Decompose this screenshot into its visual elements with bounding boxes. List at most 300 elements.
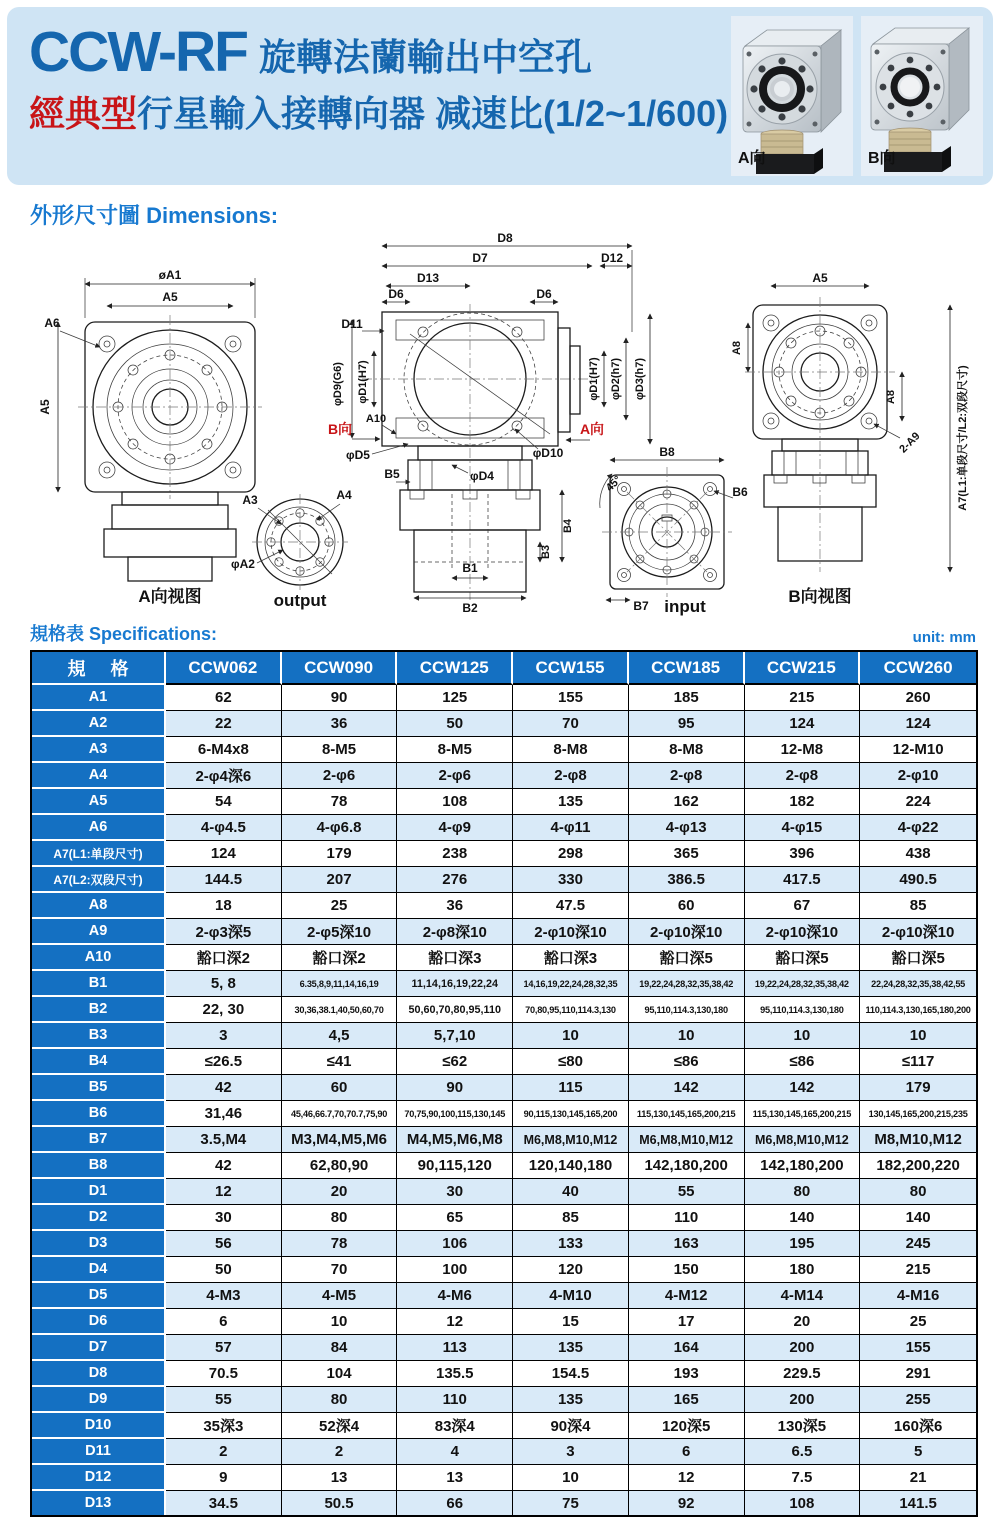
spec-cell: 70,75,90,100,115,130,145 [397, 1101, 513, 1127]
row-label: D12 [32, 1465, 166, 1491]
spec-cell: 2-φ10深10 [745, 919, 861, 945]
spec-cell: 55 [629, 1179, 745, 1205]
spec-cell: 3.5,M4 [166, 1127, 282, 1153]
spec-cell: 215 [745, 685, 861, 711]
view-input [600, 445, 748, 616]
subtitle-highlight: 經典型 [29, 93, 138, 135]
spec-cell: 6-M4x8 [166, 737, 282, 763]
spec-cell: 20 [745, 1309, 861, 1335]
spec-cell: 298 [513, 841, 629, 867]
model-name: CCW-RF [29, 20, 247, 84]
spec-cell: 142 [745, 1075, 861, 1101]
spec-cell: 20 [282, 1179, 398, 1205]
table-row [32, 867, 976, 893]
spec-cell: 40 [513, 1179, 629, 1205]
table-row [32, 1361, 976, 1387]
spec-cell: 229.5 [745, 1361, 861, 1387]
spec-cell: 3 [166, 1023, 282, 1049]
spec-cell: 108 [397, 789, 513, 815]
spec-cell: 5,7,10 [397, 1023, 513, 1049]
spec-cell: 22 [166, 711, 282, 737]
spec-cell: 438 [860, 841, 976, 867]
spec-table-title: 規格表 Specifications: [30, 624, 218, 644]
spec-cell: 47.5 [513, 893, 629, 919]
dim-label: φD1(H7) [357, 360, 369, 404]
table-row [32, 919, 976, 945]
spec-cell: 50.5 [282, 1491, 398, 1515]
spec-cell: 50 [166, 1257, 282, 1283]
spec-cell: 185 [629, 685, 745, 711]
spec-cell: 34.5 [166, 1491, 282, 1515]
spec-cell: 180 [745, 1257, 861, 1283]
dim-label: B4 [562, 518, 574, 534]
spec-cell: 62 [166, 685, 282, 711]
view-output [231, 488, 352, 610]
spec-cell: 豁口深2 [166, 945, 282, 971]
table-row [32, 945, 976, 971]
spec-cell: 163 [629, 1231, 745, 1257]
spec-cell: 豁口深5 [745, 945, 861, 971]
table-row [32, 789, 976, 815]
dim-label: B8 [659, 445, 675, 459]
b-direction-label: B向 [327, 421, 353, 437]
spec-cell: 7.5 [745, 1465, 861, 1491]
spec-cell: 291 [860, 1361, 976, 1387]
header-band [7, 7, 993, 185]
table-row [32, 685, 976, 711]
dim-label: B7 [633, 599, 649, 613]
spec-cell: 42 [166, 1075, 282, 1101]
spec-cell: 15 [513, 1309, 629, 1335]
spec-cell: 124 [860, 711, 976, 737]
row-label: D9 [32, 1387, 166, 1413]
row-label: B3 [32, 1023, 166, 1049]
spec-cell: 5 [860, 1439, 976, 1465]
spec-cell: 2-φ3深5 [166, 919, 282, 945]
spec-table-head-row [32, 652, 976, 685]
spec-cell: ≤86 [629, 1049, 745, 1075]
table-row [32, 1023, 976, 1049]
table-row [32, 1231, 976, 1257]
spec-cell: 83深4 [397, 1413, 513, 1439]
row-label: D10 [32, 1413, 166, 1439]
spec-cell: 80 [860, 1179, 976, 1205]
spec-cell: 200 [745, 1387, 861, 1413]
spec-cell: 30 [166, 1205, 282, 1231]
dim-label: B5 [384, 467, 400, 481]
spec-cell: 2-φ10深10 [629, 919, 745, 945]
spec-cell: 豁口深5 [860, 945, 976, 971]
row-label: A5 [32, 789, 166, 815]
row-label: B1 [32, 971, 166, 997]
model-col-header: CCW215 [745, 652, 861, 685]
row-label: D8 [32, 1361, 166, 1387]
dim-label: D7 [472, 251, 488, 265]
spec-cell: 215 [860, 1257, 976, 1283]
spec-cell: 10 [629, 1023, 745, 1049]
row-label: B4 [32, 1049, 166, 1075]
row-label: D7 [32, 1335, 166, 1361]
spec-cell: 95 [629, 711, 745, 737]
spec-cell: 120 [513, 1257, 629, 1283]
table-row [32, 815, 976, 841]
table-row [32, 1127, 976, 1153]
spec-cell: 108 [745, 1491, 861, 1515]
spec-table-header-row [30, 620, 976, 646]
spec-cell: 92 [629, 1491, 745, 1515]
spec-cell: 365 [629, 841, 745, 867]
row-label: D1 [32, 1179, 166, 1205]
table-row [32, 1205, 976, 1231]
spec-cell: 85 [513, 1205, 629, 1231]
spec-cell: 2-φ10深10 [860, 919, 976, 945]
spec-cell: 4-φ6.8 [282, 815, 398, 841]
dim-label: A6 [44, 316, 60, 330]
spec-cell: 25 [282, 893, 398, 919]
model-col-header: CCW090 [282, 652, 398, 685]
spec-cell: 2-φ5深10 [282, 919, 398, 945]
table-row [32, 1049, 976, 1075]
spec-cell: 4-M10 [513, 1283, 629, 1309]
table-row [32, 1075, 976, 1101]
spec-cell: 193 [629, 1361, 745, 1387]
spec-cell: 4-M6 [397, 1283, 513, 1309]
spec-cell: 130,145,165,200,215,235 [860, 1101, 976, 1127]
spec-cell: 12 [397, 1309, 513, 1335]
spec-cell: 4 [397, 1439, 513, 1465]
spec-cell: 8-M8 [629, 737, 745, 763]
spec-cell: 42 [166, 1153, 282, 1179]
a-direction-label: A向 [579, 421, 605, 437]
photo-a-label: A向 [738, 150, 766, 167]
spec-cell: 78 [282, 1231, 398, 1257]
spec-cell: 2-φ8 [745, 763, 861, 789]
spec-cell: 276 [397, 867, 513, 893]
dim-label: φD9(G6) [332, 362, 344, 406]
row-label: D11 [32, 1439, 166, 1465]
spec-cell: 8-M5 [282, 737, 398, 763]
spec-cell: ≤26.5 [166, 1049, 282, 1075]
spec-cell: 57 [166, 1335, 282, 1361]
spec-cell: 2-φ6 [397, 763, 513, 789]
row-label: A10 [32, 945, 166, 971]
spec-cell: 90深4 [513, 1413, 629, 1439]
spec-cell: 19,22,24,28,32,35,38,42 [629, 971, 745, 997]
spec-cell: 110 [629, 1205, 745, 1231]
table-row [32, 1309, 976, 1335]
spec-cell: 130深5 [745, 1413, 861, 1439]
spec-cell: 9 [166, 1465, 282, 1491]
spec-cell: 125 [397, 685, 513, 711]
dim-label: φD4 [470, 469, 494, 483]
spec-cell: 2 [282, 1439, 398, 1465]
view-b-caption: B向视图 [788, 587, 852, 606]
output-caption: output [273, 591, 327, 610]
spec-cell: 2 [166, 1439, 282, 1465]
dimensions-drawing-svg [0, 232, 1000, 618]
spec-col-header: 規 格 [32, 652, 166, 685]
spec-cell: 179 [282, 841, 398, 867]
spec-cell: 70.5 [166, 1361, 282, 1387]
product-photo-a [731, 16, 853, 176]
dim-label: 45° [603, 473, 625, 495]
spec-cell: 14,16,19,22,24,28,32,35 [513, 971, 629, 997]
dim-label: φD1(H7) [588, 357, 600, 401]
row-label: A6 [32, 815, 166, 841]
dim-label: A5 [38, 399, 52, 415]
spec-cell: 224 [860, 789, 976, 815]
spec-cell: 164 [629, 1335, 745, 1361]
view-center-section [328, 232, 650, 615]
spec-cell: 245 [860, 1231, 976, 1257]
dim-label: A8 [731, 340, 743, 356]
row-label: D6 [32, 1309, 166, 1335]
spec-cell: 238 [397, 841, 513, 867]
spec-cell: 4,5 [282, 1023, 398, 1049]
table-row [32, 1179, 976, 1205]
spec-cell: 2-φ10深10 [513, 919, 629, 945]
spec-cell: 10 [860, 1023, 976, 1049]
spec-cell: 13 [397, 1465, 513, 1491]
spec-cell: 120,140,180 [513, 1153, 629, 1179]
dim-label: A8 [885, 389, 897, 405]
spec-cell: 11,14,16,19,22,24 [397, 971, 513, 997]
spec-cell: 160深6 [860, 1413, 976, 1439]
spec-cell: 142 [629, 1075, 745, 1101]
spec-cell: 200 [745, 1335, 861, 1361]
spec-cell: 80 [282, 1387, 398, 1413]
spec-cell: 140 [860, 1205, 976, 1231]
header-titles [29, 20, 729, 135]
spec-cell: 155 [513, 685, 629, 711]
table-row [32, 997, 976, 1023]
spec-cell: ≤41 [282, 1049, 398, 1075]
row-label: D3 [32, 1231, 166, 1257]
spec-cell: 2-φ8深10 [397, 919, 513, 945]
table-row [32, 971, 976, 997]
spec-cell: 13 [282, 1465, 398, 1491]
row-label: D5 [32, 1283, 166, 1309]
spec-cell: 133 [513, 1231, 629, 1257]
spec-cell: 60 [282, 1075, 398, 1101]
spec-cell: 18 [166, 893, 282, 919]
row-label: A9 [32, 919, 166, 945]
spec-table [30, 650, 978, 1517]
spec-cell: 4-M5 [282, 1283, 398, 1309]
spec-cell: 22, 30 [166, 997, 282, 1023]
model-col-header: CCW062 [166, 652, 282, 685]
table-row [32, 1101, 976, 1127]
row-label: D2 [32, 1205, 166, 1231]
row-label: A8 [32, 893, 166, 919]
spec-cell: 95,110,114.3,130,180 [629, 997, 745, 1023]
spec-cell: 124 [745, 711, 861, 737]
dim-label: φA2 [231, 557, 255, 571]
dim-label: D6 [536, 287, 552, 301]
page-title: 旋轉法蘭輸出中空孔 [258, 37, 592, 79]
spec-cell: 6 [166, 1309, 282, 1335]
table-row [32, 1491, 976, 1515]
spec-cell: 75 [513, 1491, 629, 1515]
spec-cell: 50,60,70,80,95,110 [397, 997, 513, 1023]
view-a-front [38, 268, 262, 606]
spec-cell: 115 [513, 1075, 629, 1101]
row-label: D4 [32, 1257, 166, 1283]
spec-cell: 10 [282, 1309, 398, 1335]
table-row [32, 1387, 976, 1413]
dim-label: A5 [812, 271, 828, 285]
spec-cell: 12-M10 [860, 737, 976, 763]
row-label: D13 [32, 1491, 166, 1515]
spec-cell: ≤80 [513, 1049, 629, 1075]
table-row [32, 1283, 976, 1309]
spec-cell: 417.5 [745, 867, 861, 893]
row-label: B8 [32, 1153, 166, 1179]
spec-cell: 70 [282, 1257, 398, 1283]
spec-cell: 4-φ11 [513, 815, 629, 841]
spec-cell: 113 [397, 1335, 513, 1361]
row-label: B5 [32, 1075, 166, 1101]
row-label: B7 [32, 1127, 166, 1153]
spec-cell: 155 [860, 1335, 976, 1361]
spec-cell: 54 [166, 789, 282, 815]
spec-cell: 207 [282, 867, 398, 893]
spec-cell: 5, 8 [166, 971, 282, 997]
spec-cell: 80 [282, 1205, 398, 1231]
spec-cell: 162 [629, 789, 745, 815]
dim-label: D13 [416, 271, 440, 285]
table-row [32, 1153, 976, 1179]
spec-cell: 144.5 [166, 867, 282, 893]
row-label: A1 [32, 685, 166, 711]
spec-cell: 182 [745, 789, 861, 815]
spec-cell: M3,M4,M5,M6 [282, 1127, 398, 1153]
spec-cell: 115,130,145,165,200,215 [745, 1101, 861, 1127]
table-row [32, 763, 976, 789]
table-row [32, 1413, 976, 1439]
spec-cell: 2-φ8 [513, 763, 629, 789]
spec-table-wrap [30, 650, 978, 1517]
model-col-header: CCW125 [397, 652, 513, 685]
table-row [32, 1257, 976, 1283]
spec-cell: 90,115,130,145,165,200 [513, 1101, 629, 1127]
spec-cell: 135.5 [397, 1361, 513, 1387]
spec-cell: M6,M8,M10,M12 [513, 1127, 629, 1153]
dim-label: A10 [365, 413, 387, 425]
spec-cell: 490.5 [860, 867, 976, 893]
table-row [32, 711, 976, 737]
row-label: B6 [32, 1101, 166, 1127]
spec-cell: 10 [745, 1023, 861, 1049]
spec-cell: 10 [513, 1023, 629, 1049]
spec-cell: 21 [860, 1465, 976, 1491]
spec-cell: 65 [397, 1205, 513, 1231]
spec-cell: 8-M8 [513, 737, 629, 763]
spec-cell: 36 [397, 893, 513, 919]
photo-b-label: B向 [868, 150, 896, 167]
spec-cell: 36 [282, 711, 398, 737]
spec-cell: 90 [397, 1075, 513, 1101]
spec-cell: 135 [513, 1335, 629, 1361]
spec-cell: 66 [397, 1491, 513, 1515]
spec-cell: 85 [860, 893, 976, 919]
spec-cell: 80 [745, 1179, 861, 1205]
dim-label: φD2(h7) [610, 357, 622, 401]
dimensions-section-title: 外形尺寸圖 Dimensions: [30, 203, 279, 228]
dim-label: D11 [341, 317, 363, 331]
row-label: A2 [32, 711, 166, 737]
spec-cell: 豁口深3 [513, 945, 629, 971]
input-caption: input [664, 597, 706, 616]
model-col-header: CCW155 [513, 652, 629, 685]
table-row [32, 893, 976, 919]
dim-label: A5 [162, 290, 178, 304]
dim-label: B2 [462, 601, 478, 615]
spec-cell: 25 [860, 1309, 976, 1335]
spec-cell: 260 [860, 685, 976, 711]
spec-cell: 115,130,145,165,200,215 [629, 1101, 745, 1127]
spec-cell: 140 [745, 1205, 861, 1231]
spec-cell: 45,46,66.7,70,70.7,75,90 [282, 1101, 398, 1127]
spec-cell: 120深5 [629, 1413, 745, 1439]
spec-cell: M6,M8,M10,M12 [745, 1127, 861, 1153]
model-col-header: CCW185 [629, 652, 745, 685]
spec-cell: 12-M8 [745, 737, 861, 763]
dim-label: φD10 [532, 446, 564, 460]
spec-cell: 豁口深3 [397, 945, 513, 971]
dim-label: A7(L1:单段尺寸/L2:双段尺寸) [957, 365, 969, 511]
spec-cell: ≤117 [860, 1049, 976, 1075]
spec-cell: M8,M10,M12 [860, 1127, 976, 1153]
row-label: A7(L1:单段尺寸) [32, 841, 166, 867]
spec-cell: 4-φ15 [745, 815, 861, 841]
spec-cell: 110 [397, 1387, 513, 1413]
spec-cell: 35深3 [166, 1413, 282, 1439]
model-col-header: CCW260 [860, 652, 976, 685]
spec-cell: 396 [745, 841, 861, 867]
dim-label: B3 [540, 544, 552, 560]
spec-cell: 90 [282, 685, 398, 711]
spec-cell: 豁口深2 [282, 945, 398, 971]
spec-cell: 22,24,28,32,35,38,42,55 [860, 971, 976, 997]
spec-cell: 豁口深5 [629, 945, 745, 971]
spec-cell: 150 [629, 1257, 745, 1283]
spec-cell: 195 [745, 1231, 861, 1257]
dim-label: øA1 [158, 268, 182, 282]
product-photo-b [861, 16, 983, 176]
table-row [32, 1465, 976, 1491]
dim-label: D6 [388, 287, 404, 301]
view-a-caption: A向视图 [138, 587, 202, 606]
spec-cell: 12 [629, 1465, 745, 1491]
spec-cell: 154.5 [513, 1361, 629, 1387]
dim-label: B6 [732, 485, 748, 499]
spec-cell: 2-φ8 [629, 763, 745, 789]
spec-cell: 3 [513, 1439, 629, 1465]
spec-cell: 135 [513, 789, 629, 815]
spec-cell: 104 [282, 1361, 398, 1387]
spec-cell: 4-φ4.5 [166, 815, 282, 841]
catalog-page [0, 7, 1000, 1512]
spec-cell: 4-M16 [860, 1283, 976, 1309]
spec-cell: 78 [282, 789, 398, 815]
spec-cell: 60 [629, 893, 745, 919]
row-label: A7(L2:双段尺寸) [32, 867, 166, 893]
spec-cell: 62,80,90 [282, 1153, 398, 1179]
table-row [32, 841, 976, 867]
spec-cell: M4,M5,M6,M8 [397, 1127, 513, 1153]
spec-cell: 135 [513, 1387, 629, 1413]
